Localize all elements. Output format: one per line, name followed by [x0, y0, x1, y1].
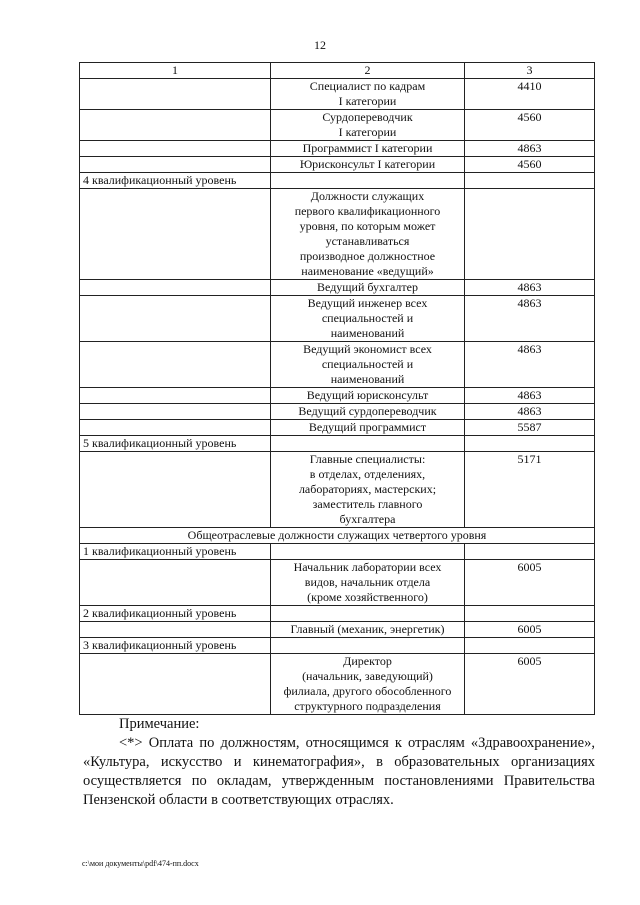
table-row	[80, 189, 595, 280]
salary-cell	[465, 544, 595, 560]
level-cell	[80, 420, 271, 436]
level-cell	[80, 189, 271, 280]
table-row	[80, 79, 595, 110]
salary-cell: 4863	[465, 388, 595, 404]
position-cell: Юрисконсульт I категории	[271, 157, 465, 173]
position-cell: Ведущий юрисконсульт	[271, 388, 465, 404]
salary-cell	[465, 436, 595, 452]
level-cell	[80, 388, 271, 404]
level-cell: 2 квалификационный уровень	[80, 606, 271, 622]
level-cell: 1 квалификационный уровень	[80, 544, 271, 560]
level-cell	[80, 654, 271, 715]
position-cell: Начальник лаборатории всех видов, начальник отдела (кроме хозяйственного)	[271, 560, 465, 606]
table-row	[80, 420, 595, 436]
level-cell	[80, 296, 271, 342]
level-cell	[80, 280, 271, 296]
table-row	[80, 342, 595, 388]
salary-table	[79, 62, 595, 715]
position-cell: Ведущий программист	[271, 420, 465, 436]
table-row	[80, 606, 595, 622]
header-col-2: 2	[271, 63, 465, 79]
position-cell	[271, 173, 465, 189]
level-cell: 5 квалификационный уровень	[80, 436, 271, 452]
salary-cell: 4560	[465, 110, 595, 141]
header-col-1: 1	[80, 63, 271, 79]
level-cell	[80, 622, 271, 638]
table-row	[80, 436, 595, 452]
salary-cell: 5171	[465, 452, 595, 528]
table-header-row	[80, 63, 595, 79]
position-cell	[271, 436, 465, 452]
level-cell	[80, 404, 271, 420]
level-cell	[80, 560, 271, 606]
table-row	[80, 404, 595, 420]
table-body	[80, 79, 595, 715]
table-row	[80, 173, 595, 189]
salary-cell	[465, 173, 595, 189]
salary-cell: 6005	[465, 560, 595, 606]
salary-cell: 4560	[465, 157, 595, 173]
level-cell	[80, 452, 271, 528]
position-cell: Специалист по кадрам I категории	[271, 79, 465, 110]
salary-cell: 4863	[465, 404, 595, 420]
table-row	[80, 452, 595, 528]
salary-cell	[465, 189, 595, 280]
note-block	[83, 715, 595, 810]
level-cell	[80, 342, 271, 388]
section-title: Общеотраслевые должности служащих четвертого уровня	[80, 528, 595, 544]
footer-file-path: c:\мои документы\pdf\474-пп.docx	[82, 859, 199, 868]
salary-cell	[465, 638, 595, 654]
table-row	[80, 622, 595, 638]
salary-cell: 6005	[465, 622, 595, 638]
position-cell: Сурдопереводчик I категории	[271, 110, 465, 141]
table-row	[80, 280, 595, 296]
salary-cell: 4863	[465, 296, 595, 342]
salary-cell: 4863	[465, 342, 595, 388]
level-cell	[80, 141, 271, 157]
salary-cell: 5587	[465, 420, 595, 436]
level-cell	[80, 157, 271, 173]
level-cell: 4 квалификационный уровень	[80, 173, 271, 189]
header-col-3: 3	[465, 63, 595, 79]
salary-cell	[465, 606, 595, 622]
table-row	[80, 157, 595, 173]
table-row	[80, 638, 595, 654]
section-row	[80, 528, 595, 544]
note-title: Примечание:	[119, 716, 200, 732]
level-cell	[80, 110, 271, 141]
note-text: <*> Оплата по должностям, относящимся к отраслям «Здравоохранение», «Культура, искусство и кинематография», в образовательных организациях осуществляется по окладам, утвержденным постановлениями Правительства Пензенской области в соответствующих отраслях.	[83, 735, 595, 808]
position-cell	[271, 544, 465, 560]
table-row	[80, 388, 595, 404]
table-row	[80, 560, 595, 606]
position-cell: Директор (начальник, заведующий) филиала, другого обособленного структурного подразделения	[271, 654, 465, 715]
table-row	[80, 296, 595, 342]
position-cell: Ведущий экономист всех специальностей и наименований	[271, 342, 465, 388]
position-cell	[271, 638, 465, 654]
salary-cell: 4863	[465, 280, 595, 296]
position-cell: Ведущий сурдопереводчик	[271, 404, 465, 420]
table-row	[80, 544, 595, 560]
salary-cell: 4863	[465, 141, 595, 157]
table-row	[80, 654, 595, 715]
level-cell: 3 квалификационный уровень	[80, 638, 271, 654]
salary-cell: 6005	[465, 654, 595, 715]
table-row	[80, 141, 595, 157]
position-cell: Должности служащих первого квалификационного уровня, по которым может устанавливаться производное должностное наименование «ведущий»	[271, 189, 465, 280]
position-cell: Главные специалисты: в отделах, отделениях, лабораториях, мастерских; заместитель главного бухгалтера	[271, 452, 465, 528]
position-cell	[271, 606, 465, 622]
salary-cell: 4410	[465, 79, 595, 110]
position-cell: Программист I категории	[271, 141, 465, 157]
page-number: 12	[314, 38, 326, 52]
level-cell	[80, 79, 271, 110]
table-row	[80, 110, 595, 141]
position-cell: Ведущий бухгалтер	[271, 280, 465, 296]
position-cell: Главный (механик, энергетик)	[271, 622, 465, 638]
position-cell: Ведущий инженер всех специальностей и наименований	[271, 296, 465, 342]
